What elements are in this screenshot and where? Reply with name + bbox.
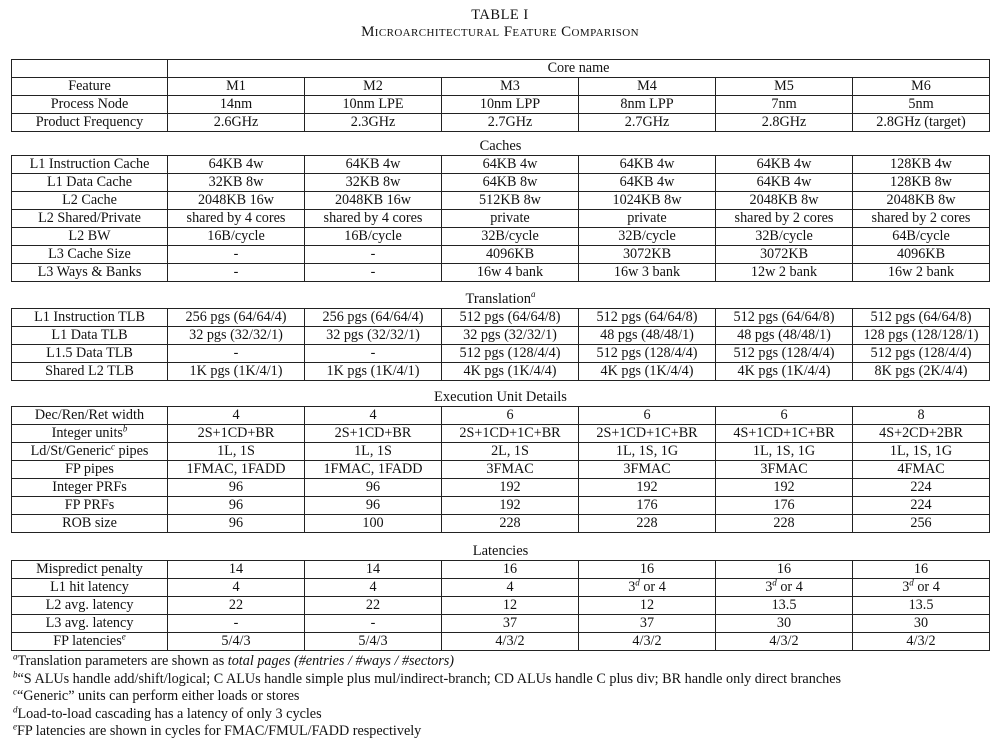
cell-m5: 4K pgs (1K/4/4)	[716, 363, 853, 381]
cell-m6: 4/3/2	[853, 633, 990, 651]
cell-m6: 13.5	[853, 597, 990, 615]
cell-m5: 2.8GHz	[716, 114, 853, 132]
cell-m1: 16B/cycle	[168, 228, 305, 246]
blank-cell	[12, 60, 168, 78]
table-row	[12, 579, 990, 597]
cell-m1: shared by 4 cores	[168, 210, 305, 228]
cell-m6: 512 pgs (128/4/4)	[853, 345, 990, 363]
cell-m2: 100	[305, 515, 442, 533]
cell-m2: 2048KB 16w	[305, 192, 442, 210]
cell-m1: 14nm	[168, 96, 305, 114]
cell-m5: shared by 2 cores	[716, 210, 853, 228]
cell-m4: 2S+1CD+1C+BR	[579, 425, 716, 443]
cell-m3: 12	[442, 597, 579, 615]
row-label-text: FP PRFs	[64, 497, 115, 513]
cell-m3: 512 pgs (64/64/8)	[442, 309, 579, 327]
table-row	[12, 114, 990, 132]
cell-m6: 128KB 4w	[853, 156, 990, 174]
cell-m3: 4	[442, 579, 579, 597]
cell-m2: 1K pgs (1K/4/1)	[305, 363, 442, 381]
row-label	[12, 78, 168, 96]
cell-m3: 32B/cycle	[442, 228, 579, 246]
cell-m2: shared by 4 cores	[305, 210, 442, 228]
row-label-text: FP pipes	[65, 461, 114, 477]
table-row	[12, 60, 990, 78]
footnote-mark: a	[531, 289, 536, 300]
cell-m2: 96	[305, 497, 442, 515]
table-row	[12, 407, 990, 425]
cell-m4: 12	[579, 597, 716, 615]
cell-m3: 512KB 8w	[442, 192, 579, 210]
row-label	[12, 597, 168, 615]
cell-m4: 37	[579, 615, 716, 633]
table-row	[12, 597, 990, 615]
cell-m5: 64KB 4w	[716, 174, 853, 192]
cell-m6: 5nm	[853, 96, 990, 114]
table-row	[12, 309, 990, 327]
row-label-text: L3 Ways & Banks	[37, 264, 142, 280]
cell-m5: 192	[716, 479, 853, 497]
section-title-caches: Caches	[479, 138, 522, 154]
row-label	[12, 633, 168, 651]
cell-m4: 32B/cycle	[579, 228, 716, 246]
row-label	[12, 443, 168, 461]
cell-m5: 16	[716, 561, 853, 579]
cell-m3: 2L, 1S	[442, 443, 579, 461]
cell-m2: -	[305, 615, 442, 633]
cell-m1: M1	[168, 78, 305, 96]
core-info-table	[11, 59, 990, 132]
cell-m3: 2S+1CD+1C+BR	[442, 425, 579, 443]
row-label	[12, 479, 168, 497]
table-row	[12, 497, 990, 515]
table-row	[12, 443, 990, 461]
cell-m1: 256 pgs (64/64/4)	[168, 309, 305, 327]
row-label-text: L1.5 Data TLB	[46, 345, 133, 361]
table-row	[12, 633, 990, 651]
cell-m4: 1024KB 8w	[579, 192, 716, 210]
cell-m1: -	[168, 345, 305, 363]
row-label	[12, 228, 168, 246]
cell-m1: 1FMAC, 1FADD	[168, 461, 305, 479]
table-row	[12, 246, 990, 264]
row-label-text: L2 avg. latency	[45, 597, 134, 613]
footnote-text: FP latencies are shown in cycles for FMAC/FMUL/FADD respectively	[17, 723, 422, 739]
cell-m2: 4	[305, 579, 442, 597]
cell-m4: 3072KB	[579, 246, 716, 264]
cell-m3: 228	[442, 515, 579, 533]
cell-m4: 8nm LPP	[579, 96, 716, 114]
cell-m1: 4	[168, 407, 305, 425]
row-label-text: L3 avg. latency	[45, 615, 134, 631]
cell-m6: 4096KB	[853, 246, 990, 264]
row-label-text: L2 BW	[68, 228, 111, 244]
cell-m1: 2.6GHz	[168, 114, 305, 132]
cell-m4: M4	[579, 78, 716, 96]
row-label	[12, 461, 168, 479]
cell-m2: 64KB 4w	[305, 156, 442, 174]
cell-m5: 3072KB	[716, 246, 853, 264]
row-label	[12, 174, 168, 192]
cell-m4: 16	[579, 561, 716, 579]
cell-m1: 2048KB 16w	[168, 192, 305, 210]
cell-m1: 96	[168, 497, 305, 515]
cell-m3: 4096KB	[442, 246, 579, 264]
row-label-text: Ld/St/Generic	[30, 443, 111, 459]
row-label-text: L1 Instruction Cache	[29, 156, 150, 172]
footnote-mark: a	[13, 651, 18, 662]
cell-m3: private	[442, 210, 579, 228]
row-label-text: Product Frequency	[35, 114, 144, 130]
row-label	[12, 210, 168, 228]
cell-m6: 16	[853, 561, 990, 579]
cell-m6: 224	[853, 479, 990, 497]
cell-m6: 512 pgs (64/64/8)	[853, 309, 990, 327]
cell-m3: 16w 4 bank	[442, 264, 579, 282]
row-label	[12, 615, 168, 633]
footnote-mark: d	[13, 703, 18, 714]
cell-m3: 37	[442, 615, 579, 633]
row-label-text: L1 Data TLB	[51, 327, 128, 343]
cell-m6: 4S+2CD+2BR	[853, 425, 990, 443]
cell-m6: shared by 2 cores	[853, 210, 990, 228]
section-title-translation	[11, 291, 990, 308]
table-row	[12, 210, 990, 228]
table-row	[12, 345, 990, 363]
cell-m5: M5	[716, 78, 853, 96]
section-rows	[12, 309, 990, 381]
row-label-text: Shared L2 TLB	[45, 363, 134, 379]
cell-m6: 8K pgs (2K/4/4)	[853, 363, 990, 381]
footnote-text: Translation parameters are shown as	[17, 653, 228, 669]
cell-m5: 12w 2 bank	[716, 264, 853, 282]
row-label	[12, 96, 168, 114]
latencies-table	[11, 560, 990, 651]
cell-m4: 2.7GHz	[579, 114, 716, 132]
cell-m1: 1K pgs (1K/4/1)	[168, 363, 305, 381]
cell-m3: 192	[442, 497, 579, 515]
cell-m6: 256	[853, 515, 990, 533]
row-label-text: ROB size	[62, 515, 117, 531]
footnote-mark: e	[13, 721, 17, 732]
table-row	[12, 174, 990, 192]
table-row	[12, 156, 990, 174]
section-latencies	[11, 543, 990, 651]
row-label	[12, 561, 168, 579]
table-row	[12, 78, 990, 96]
cell-m4: 16w 3 bank	[579, 264, 716, 282]
cell-m4: 512 pgs (64/64/8)	[579, 309, 716, 327]
footnote-d	[13, 703, 993, 724]
cell-m1: 14	[168, 561, 305, 579]
cell-m4: 64KB 4w	[579, 174, 716, 192]
row-label	[12, 264, 168, 282]
cell-m2: 32 pgs (32/32/1)	[305, 327, 442, 345]
core-name-header: Core name	[168, 60, 990, 78]
row-label	[12, 407, 168, 425]
table-row	[12, 615, 990, 633]
cell-m6: 64B/cycle	[853, 228, 990, 246]
cell-m1: -	[168, 615, 305, 633]
cell-m2: 1L, 1S	[305, 443, 442, 461]
cell-m2: 96	[305, 479, 442, 497]
table-row	[12, 461, 990, 479]
footnote-mark: e	[121, 632, 126, 642]
table-title: TABLE I	[471, 7, 529, 23]
row-label-text: Process Node	[50, 96, 129, 112]
footnote-text: “Generic” units can perform either loads or stores	[17, 688, 300, 704]
cell-m2: 5/4/3	[305, 633, 442, 651]
cell-m6: 4FMAC	[853, 461, 990, 479]
cell-m3: 512 pgs (128/4/4)	[442, 345, 579, 363]
cell-m3: 2.7GHz	[442, 114, 579, 132]
execution-table	[11, 406, 990, 533]
table-row	[12, 327, 990, 345]
cell-m5: 3FMAC	[716, 461, 853, 479]
cell-m5: 30	[716, 615, 853, 633]
row-label	[12, 192, 168, 210]
row-label	[12, 114, 168, 132]
cell-m4: 48 pgs (48/48/1)	[579, 327, 716, 345]
cell-m4: 6	[579, 407, 716, 425]
row-label	[12, 309, 168, 327]
cell-m6: 16w 2 bank	[853, 264, 990, 282]
section-rows	[12, 561, 990, 651]
section-rows	[12, 407, 990, 533]
cell-m3: 6	[442, 407, 579, 425]
cell-m5: 3$^d$ or 4	[716, 579, 853, 597]
table-row	[12, 425, 990, 443]
cell-m6: 3$^d$ or 4	[853, 579, 990, 597]
cell-m5: 4/3/2	[716, 633, 853, 651]
footnote-c	[13, 688, 993, 706]
section-title-latencies: Latencies	[472, 543, 529, 559]
cell-m4: 3FMAC	[579, 461, 716, 479]
row-label	[12, 156, 168, 174]
cell-m4: 1L, 1S, 1G	[579, 443, 716, 461]
cell-m5: 64KB 4w	[716, 156, 853, 174]
row-label	[12, 345, 168, 363]
cell-m2: 10nm LPE	[305, 96, 442, 114]
cell-m6: 128 pgs (128/128/1)	[853, 327, 990, 345]
cell-m3: M3	[442, 78, 579, 96]
cell-m3: 3FMAC	[442, 461, 579, 479]
cell-m2: 2S+1CD+BR	[305, 425, 442, 443]
row-label-text: FP latencies	[53, 633, 122, 649]
cell-m1: 32 pgs (32/32/1)	[168, 327, 305, 345]
cell-m1: 96	[168, 515, 305, 533]
footnote-italic: total pages (#entries / #ways / #sectors)	[227, 653, 454, 669]
cell-m5: 512 pgs (128/4/4)	[716, 345, 853, 363]
cell-m6: 8	[853, 407, 990, 425]
row-label	[12, 425, 168, 443]
row-label-text: Dec/Ren/Ret width	[34, 407, 145, 423]
cell-m2: 16B/cycle	[305, 228, 442, 246]
cell-m1: 22	[168, 597, 305, 615]
cell-m1: 96	[168, 479, 305, 497]
caches-table	[11, 155, 990, 282]
cell-m3: 4/3/2	[442, 633, 579, 651]
cell-m2: 1FMAC, 1FADD	[305, 461, 442, 479]
table-row	[12, 479, 990, 497]
cell-m2: M2	[305, 78, 442, 96]
row-label	[12, 246, 168, 264]
table-row	[12, 264, 990, 282]
cell-m3: 64KB 4w	[442, 156, 579, 174]
table-row	[12, 228, 990, 246]
cell-m4: 228	[579, 515, 716, 533]
cell-m5: 13.5	[716, 597, 853, 615]
cell-m5: 4S+1CD+1C+BR	[716, 425, 853, 443]
cell-m4: 64KB 4w	[579, 156, 716, 174]
row-label-suffix: pipes	[114, 443, 149, 459]
cell-m2: -	[305, 345, 442, 363]
cell-m1: 5/4/3	[168, 633, 305, 651]
cell-m5: 176	[716, 497, 853, 515]
cell-m2: -	[305, 246, 442, 264]
row-label-text: L2 Shared/Private	[38, 210, 141, 226]
row-label	[12, 497, 168, 515]
cell-m2: 32KB 8w	[305, 174, 442, 192]
footnotes	[13, 653, 993, 741]
cell-m5: 7nm	[716, 96, 853, 114]
cell-m5: 32B/cycle	[716, 228, 853, 246]
row-label-text: L1 hit latency	[50, 579, 129, 595]
row-label-text: L2 Cache	[62, 192, 117, 208]
cell-m1: 2S+1CD+BR	[168, 425, 305, 443]
cell-m6: 30	[853, 615, 990, 633]
cell-m4: private	[579, 210, 716, 228]
row-label-text: L1 Instruction TLB	[34, 309, 145, 325]
row-label-text: Mispredict penalty	[36, 561, 143, 577]
cell-m5: 512 pgs (64/64/8)	[716, 309, 853, 327]
cell-m3: 4K pgs (1K/4/4)	[442, 363, 579, 381]
row-label-text: Feature	[68, 78, 111, 94]
footnote-a	[13, 653, 993, 671]
cell-m6: M6	[853, 78, 990, 96]
section-translation	[11, 291, 990, 381]
cell-m1: -	[168, 246, 305, 264]
cell-m3: 192	[442, 479, 579, 497]
row-label-text: L1 Data Cache	[46, 174, 133, 190]
section-execution	[11, 389, 990, 533]
cell-m4: 176	[579, 497, 716, 515]
table-row	[12, 96, 990, 114]
cell-m6: 1L, 1S, 1G	[853, 443, 990, 461]
cell-m4: 4K pgs (1K/4/4)	[579, 363, 716, 381]
footnote-mark: b	[13, 668, 18, 679]
footnote-text: Load-to-load cascading has a latency of only 3 cycles	[17, 705, 322, 722]
cell-m3: 64KB 8w	[442, 174, 579, 192]
cell-m1: -	[168, 264, 305, 282]
row-label	[12, 327, 168, 345]
footnote-b	[13, 668, 993, 689]
footnote-mark: c	[13, 686, 17, 697]
cell-m2: 4	[305, 407, 442, 425]
translation-table	[11, 308, 990, 381]
cell-m4: 3$^d$ or 4	[579, 579, 716, 597]
footnote-e	[13, 723, 993, 741]
cell-m5: 1L, 1S, 1G	[716, 443, 853, 461]
row-label-text: L3 Cache Size	[48, 246, 131, 262]
cell-m1: 1L, 1S	[168, 443, 305, 461]
cell-m3: 16	[442, 561, 579, 579]
cell-m1: 32KB 8w	[168, 174, 305, 192]
row-label	[12, 363, 168, 381]
section-caches	[11, 138, 990, 282]
cell-m5: 2048KB 8w	[716, 192, 853, 210]
footnote-text: “S ALUs handle add/shift/logical; C ALUs handle simple plus mul/indirect-branch; CD ALUs handle C plus div; BR handle only direct branches	[17, 670, 842, 687]
section-rows	[12, 156, 990, 282]
cell-m2: 2.3GHz	[305, 114, 442, 132]
cell-m3: 32 pgs (32/32/1)	[442, 327, 579, 345]
cell-m4: 512 pgs (128/4/4)	[579, 345, 716, 363]
row-label	[12, 515, 168, 533]
cell-m2: 22	[305, 597, 442, 615]
table-row	[12, 515, 990, 533]
row-label-text: Integer PRFs	[52, 479, 127, 495]
section-title-execution: Execution Unit Details	[434, 389, 567, 405]
section-title-text: Translation	[465, 291, 532, 307]
cell-m4: 4/3/2	[579, 633, 716, 651]
footnote-mark: c	[110, 442, 115, 452]
footnote-mark: b	[122, 424, 128, 434]
table-row	[12, 363, 990, 381]
table-row	[12, 561, 990, 579]
section-rows	[12, 78, 990, 132]
cell-m3: 10nm LPP	[442, 96, 579, 114]
cell-m1: 64KB 4w	[168, 156, 305, 174]
cell-m4: 192	[579, 479, 716, 497]
cell-m5: 228	[716, 515, 853, 533]
row-label	[12, 579, 168, 597]
cell-m2: 14	[305, 561, 442, 579]
cell-m5: 48 pgs (48/48/1)	[716, 327, 853, 345]
cell-m5: 6	[716, 407, 853, 425]
cell-m6: 2048KB 8w	[853, 192, 990, 210]
table-row	[12, 192, 990, 210]
cell-m2: -	[305, 264, 442, 282]
cell-m6: 2.8GHz (target)	[853, 114, 990, 132]
cell-m2: 256 pgs (64/64/4)	[305, 309, 442, 327]
cell-m6: 128KB 8w	[853, 174, 990, 192]
row-label-text: Integer units	[51, 425, 123, 441]
table-subtitle: Microarchitectural Feature Comparison	[361, 24, 639, 40]
cell-m6: 224	[853, 497, 990, 515]
cell-m1: 4	[168, 579, 305, 597]
section-core-info	[11, 59, 990, 132]
